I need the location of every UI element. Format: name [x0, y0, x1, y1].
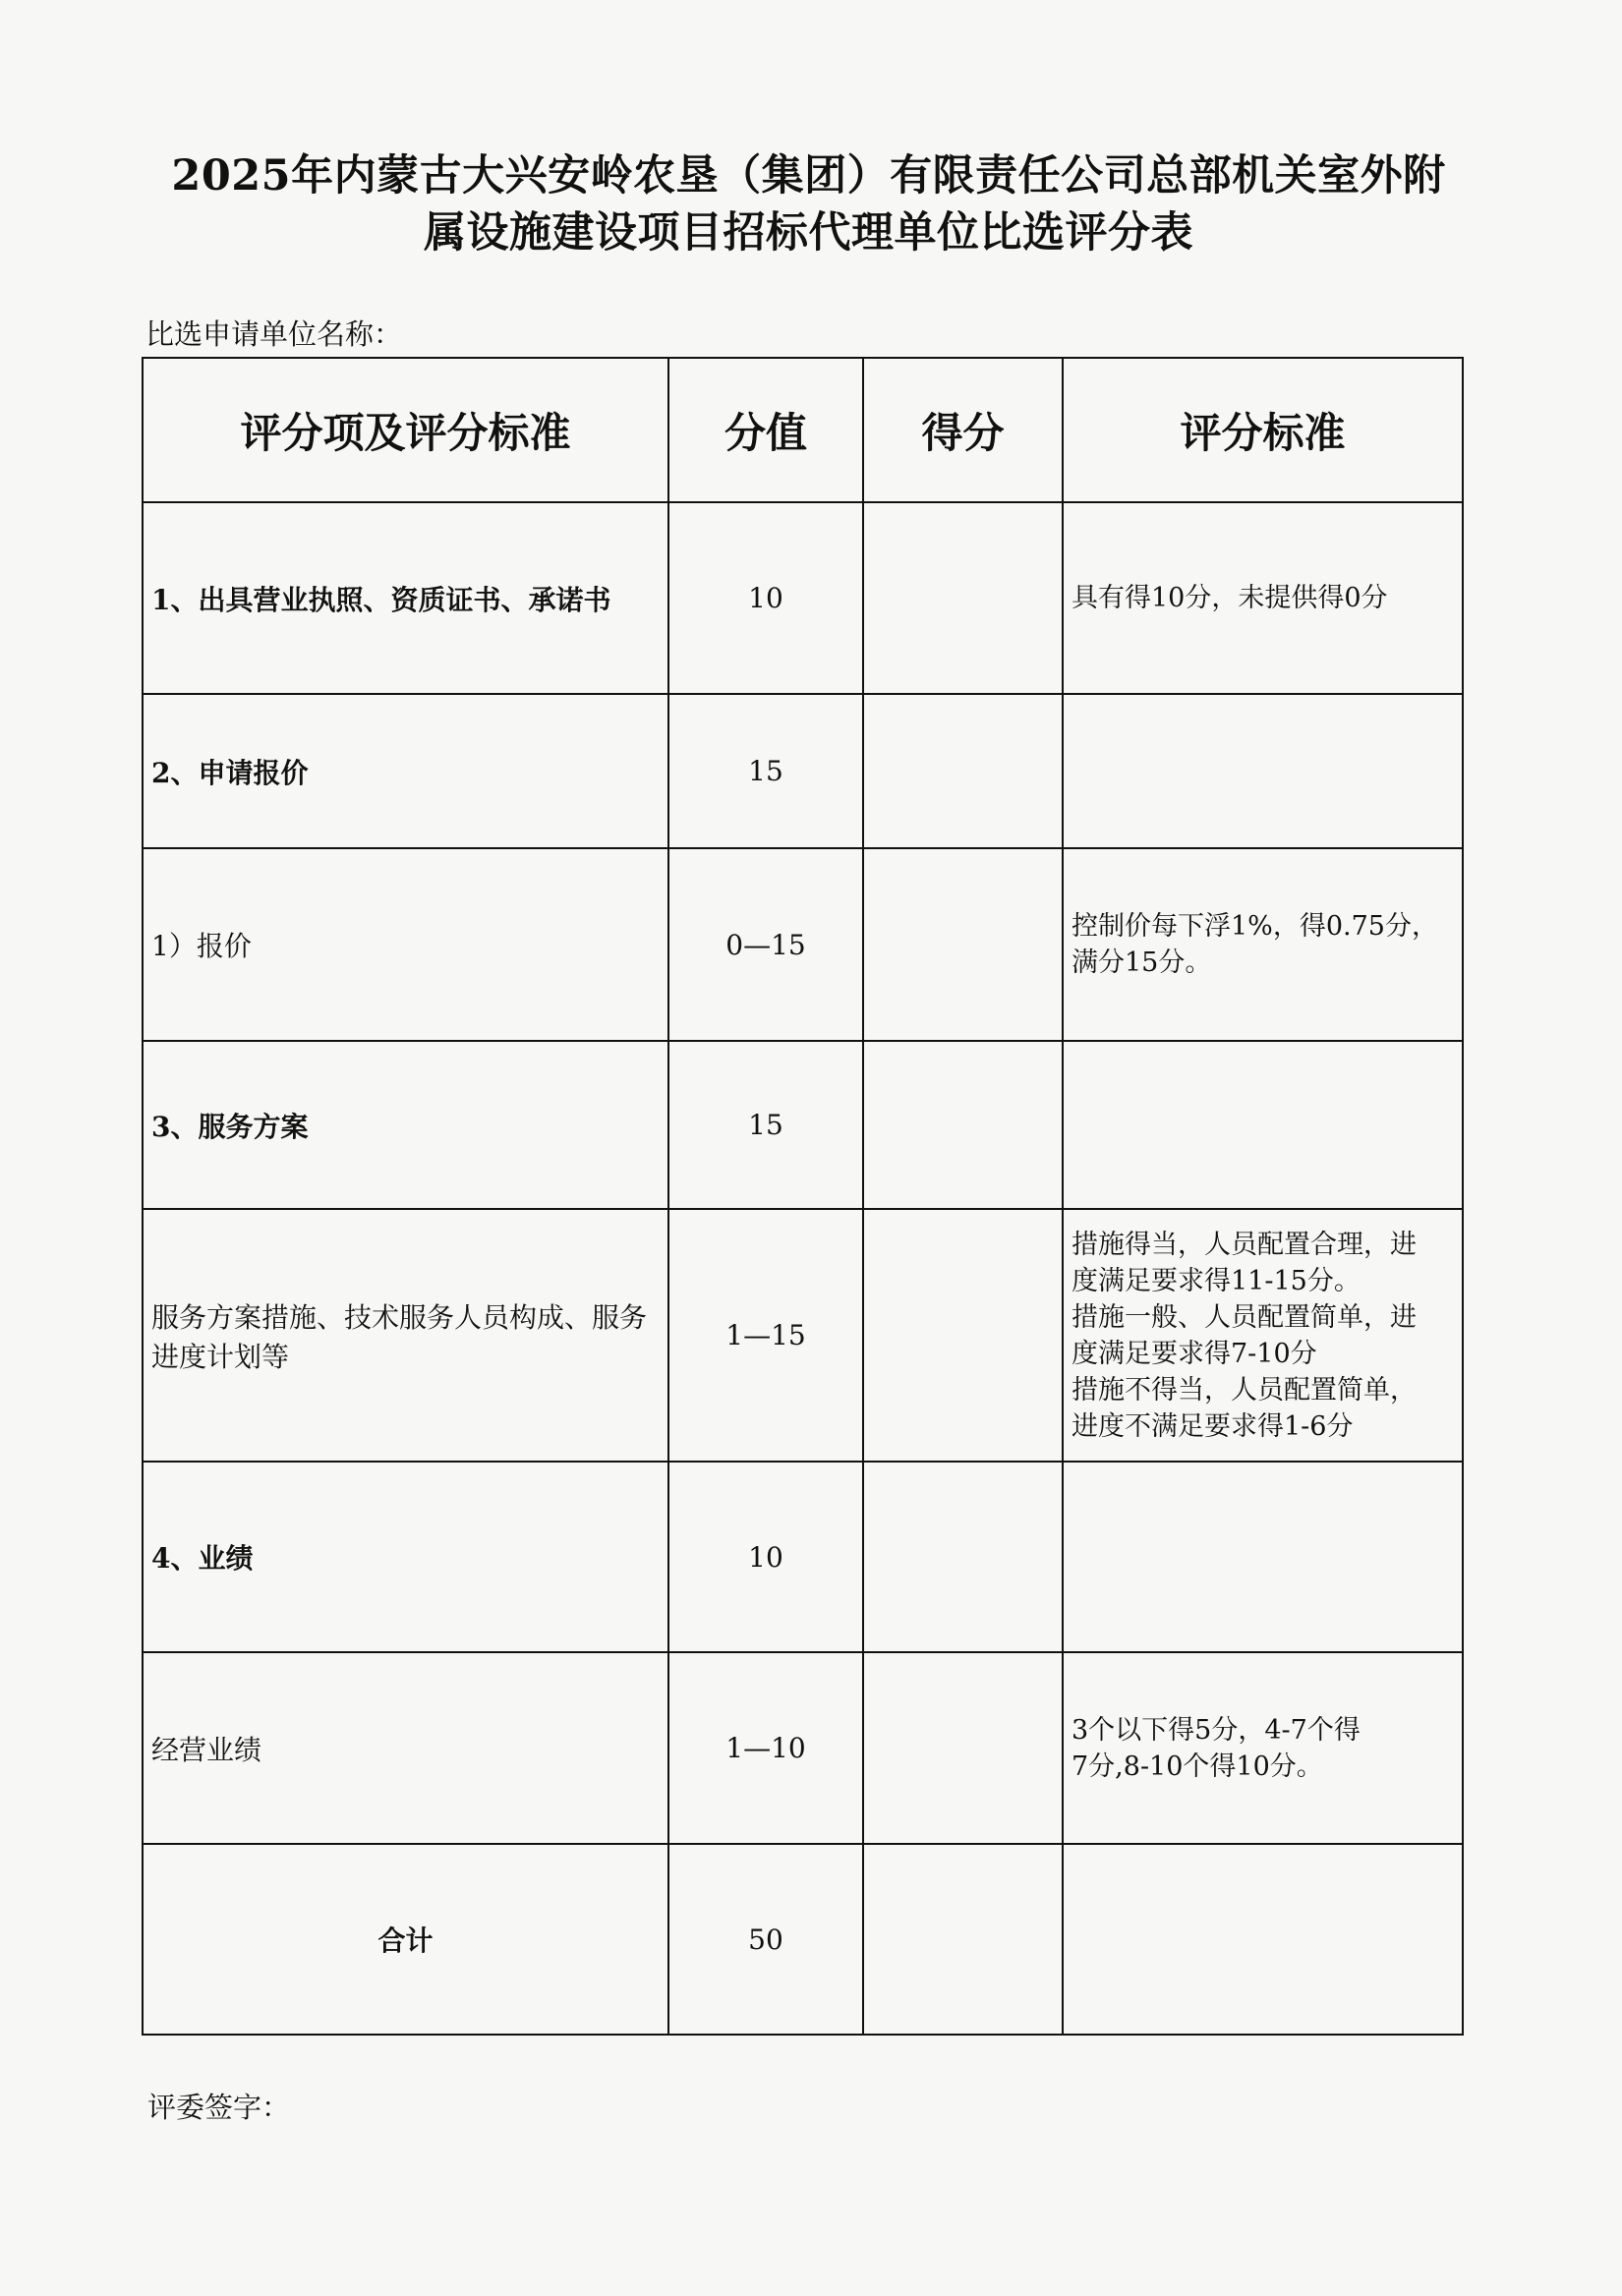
row-score: [863, 694, 1063, 848]
row-value: 1—10: [668, 1652, 863, 1844]
criteria-line: 措施不得当，人员配置简单，: [1072, 1374, 1417, 1406]
row-item: 经营业绩: [143, 1652, 668, 1844]
row-item: 服务方案措施、技术服务人员构成、服务进度计划等: [143, 1209, 668, 1462]
criteria-line: 度满足要求得7-10分: [1072, 1338, 1317, 1369]
row-criteria: [1063, 502, 1463, 694]
row-criteria: [1063, 848, 1463, 1041]
row-score-total: [863, 1844, 1063, 2035]
row-score: [863, 848, 1063, 1041]
criteria-line: 措施得当，人员配置合理，进: [1072, 1229, 1417, 1260]
table-row: [143, 1462, 1463, 1652]
row-value: 15: [668, 694, 863, 848]
criteria-line: 控制价每下浮1%，得0.75分，: [1072, 911, 1438, 942]
row-criteria: [1063, 1844, 1463, 2035]
row-item: 3、服务方案: [143, 1041, 668, 1209]
criteria-line: 3个以下得5分，4-7个得: [1072, 1714, 1361, 1746]
row-criteria: [1063, 1041, 1463, 1209]
row-criteria: [1063, 1652, 1463, 1844]
row-criteria: [1063, 694, 1463, 848]
criteria-line: 7分,8-10个得10分。: [1072, 1751, 1323, 1782]
row-item: 1、出具营业执照、资质证书、承诺书: [143, 502, 668, 694]
header-value: 分值: [668, 358, 863, 502]
header-item: 评分项及评分标准: [143, 358, 668, 502]
criteria-line: 满分15分。: [1072, 947, 1212, 978]
criteria-line: 度满足要求得11-15分。: [1072, 1265, 1361, 1296]
row-value: 1—15: [668, 1209, 863, 1462]
title-line-2: 属设施建设项目招标代理单位比选评分表: [424, 208, 1193, 258]
header-criteria: 评分标准: [1063, 358, 1463, 502]
row-item: 1）报价: [143, 848, 668, 1041]
judge-signature-label: 评委签字：: [147, 2091, 291, 2124]
row-item-total: 合计: [143, 1844, 668, 2035]
header-score: 得分: [863, 358, 1063, 502]
row-score: [863, 1462, 1063, 1652]
row-value: 10: [668, 1462, 863, 1652]
row-score: [863, 1209, 1063, 1462]
table-row-total: [143, 1844, 1463, 2035]
scoring-table: [142, 357, 1464, 2036]
criteria-line: 进度不满足要求得1-6分: [1072, 1410, 1354, 1442]
criteria-line: 具有得10分，未提供得0分: [1072, 583, 1388, 613]
table-row: [143, 502, 1463, 694]
table-row: [143, 1041, 1463, 1209]
row-value: 15: [668, 1041, 863, 1209]
row-criteria: [1063, 1462, 1463, 1652]
row-value-total: 50: [668, 1844, 863, 2035]
document-title: [138, 147, 1479, 261]
table-row: [143, 694, 1463, 848]
criteria-line: 措施一般、人员配置简单，进: [1072, 1301, 1417, 1333]
table-row: [143, 1652, 1463, 1844]
row-value: 0—15: [668, 848, 863, 1041]
table-row: [143, 1209, 1463, 1462]
row-criteria: [1063, 1209, 1463, 1462]
row-value: 10: [668, 502, 863, 694]
row-item: 2、申请报价: [143, 694, 668, 848]
row-score: [863, 1041, 1063, 1209]
table-header-row: [143, 358, 1463, 502]
title-line-1: 2025年内蒙古大兴安岭农垦（集团）有限责任公司总部机关室外附: [171, 151, 1446, 201]
table-row: [143, 848, 1463, 1041]
applicant-name-label: 比选申请单位名称：: [145, 317, 403, 351]
row-score: [863, 502, 1063, 694]
row-item: 4、业绩: [143, 1462, 668, 1652]
row-score: [863, 1652, 1063, 1844]
